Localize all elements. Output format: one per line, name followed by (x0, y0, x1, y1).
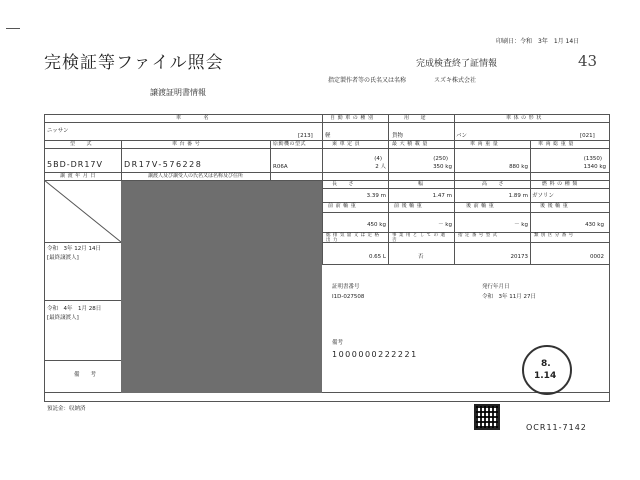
header-length: 長 さ (332, 181, 355, 187)
header-fr-axle: 前 後 軸 重 (394, 203, 423, 209)
vehicle-kind-value: 軽 (325, 133, 331, 139)
body-value: バン (456, 133, 468, 139)
notes-value: 1000000222221 (332, 350, 418, 359)
header-model: 型 式 (70, 141, 93, 147)
issue-date-label: 発行年月日 (482, 284, 510, 290)
footer-deposit-status: 預託金：収納済 (47, 406, 86, 412)
height-value: 1.89 m (508, 193, 528, 199)
type-no-value: 20173 (510, 254, 528, 260)
length-value: 3.39 m (366, 193, 386, 199)
header-weight: 車 両 重 量 (470, 141, 499, 147)
fuel-value: ガソリン (532, 193, 555, 199)
page-number: 43 (578, 52, 598, 70)
width-value: 1.47 m (432, 193, 452, 199)
chassis-value: DR17V-576228 (124, 160, 203, 169)
stamp-text-bottom: 1.14 (534, 371, 557, 381)
cert-no-label: 証明書番号 (332, 284, 360, 290)
rf-axle-value: － kg (514, 222, 528, 228)
header-purpose: 事 業 用 と し て の 適 否 (392, 233, 446, 243)
purpose-value: 否 (418, 254, 424, 260)
engine-value: R06A (273, 164, 288, 170)
fr-axle-value: － kg (438, 222, 452, 228)
section-title: 譲渡証明書情報 (150, 88, 206, 97)
header-class-no: 類 別 区 分 番 号 (534, 233, 574, 238)
header-height: 高 さ (482, 181, 505, 187)
maker-label: 指定製作者等の氏名又は名称 (328, 77, 407, 84)
transfer-date-2: 令和 4年 1月 28日 (47, 306, 102, 312)
margin-mark (6, 28, 20, 29)
header-max-load: 最 大 積 載 量 (392, 141, 428, 147)
use-value: 貨物 (392, 133, 404, 139)
header-type-no: 指 定 番 号 型 式 (458, 233, 498, 238)
issue-date-value: 令和 3年 11月 27日 (482, 294, 536, 300)
rr-axle-value: 430 kg (585, 222, 604, 228)
car-name-code: [213] (298, 133, 313, 139)
max-load-value-1: (250) (433, 156, 448, 162)
gross-value-2: 1340 kg (583, 164, 606, 170)
page-title: 完検証等ファイル照会 (44, 53, 224, 73)
header-transferor: 譲渡人及び譲受人の氏名又は名称及び住所 (148, 173, 244, 179)
model-value: 5BD-DR17V (47, 160, 103, 169)
header-fuel: 燃 料 の 種 類 (542, 181, 578, 187)
transfer-date-2-label: [最終譲渡人] (47, 315, 79, 321)
header-gross-weight: 車 両 総 重 量 (538, 141, 574, 147)
notes-label: 備考 (332, 340, 344, 346)
footer-ocr-code: OCR11-7142 (526, 423, 587, 432)
print-date: 印刷日：令和 3年 1月 14日 (496, 38, 580, 45)
maker-value: スズキ株式会社 (434, 77, 477, 84)
header-rr-axle: 後 後 軸 重 (540, 203, 569, 209)
remarks-label: 備 考 (74, 372, 97, 378)
max-load-value-2: 350 kg (433, 164, 452, 170)
header-transfer-date: 譲 渡 年 月 日 (60, 173, 96, 179)
header-width: 幅 (418, 181, 424, 187)
qr-code (474, 404, 500, 430)
slash-mark (44, 180, 122, 242)
subtitle: 完成検査終了証情報 (416, 59, 498, 69)
redacted-transferor-block (121, 181, 322, 393)
capacity-value-1: (4) (374, 156, 382, 162)
header-use: 用 途 (404, 115, 427, 121)
header-chassis: 車 台 番 号 (172, 141, 201, 147)
official-seal-stamp (522, 345, 572, 395)
capacity-value-2: 2 人 (375, 164, 386, 170)
ff-axle-value: 450 kg (367, 222, 386, 228)
header-engine: 原動機の型式 (273, 141, 307, 147)
header-displacement: 総 排 気 量 又 は 定 格 出 力 (326, 233, 380, 243)
header-ff-axle: 前 前 軸 重 (328, 203, 357, 209)
header-body-shape: 車 体 の 形 状 (506, 115, 542, 121)
header-capacity: 乗 車 定 員 (332, 141, 361, 147)
class-no-value: 0002 (590, 254, 604, 260)
header-vehicle-kind: 自 動 車 の 種 別 (330, 115, 374, 121)
displacement-value: 0.65 L (368, 254, 386, 260)
car-name-value: ニッサン (47, 128, 69, 134)
body-code: [021] (580, 133, 595, 139)
gross-value-1: (1350) (583, 156, 602, 162)
transfer-date-1: 令和 3年 12月 14日 (47, 246, 101, 252)
header-rf-axle: 後 前 軸 重 (466, 203, 495, 209)
weight-value: 880 kg (509, 164, 528, 170)
transfer-date-1-label: [最終譲渡人] (47, 255, 79, 261)
stamp-text-top: 8. (541, 359, 551, 369)
cert-no-value: I1D-027508 (332, 294, 365, 300)
header-car-name: 車 名 (176, 115, 210, 121)
